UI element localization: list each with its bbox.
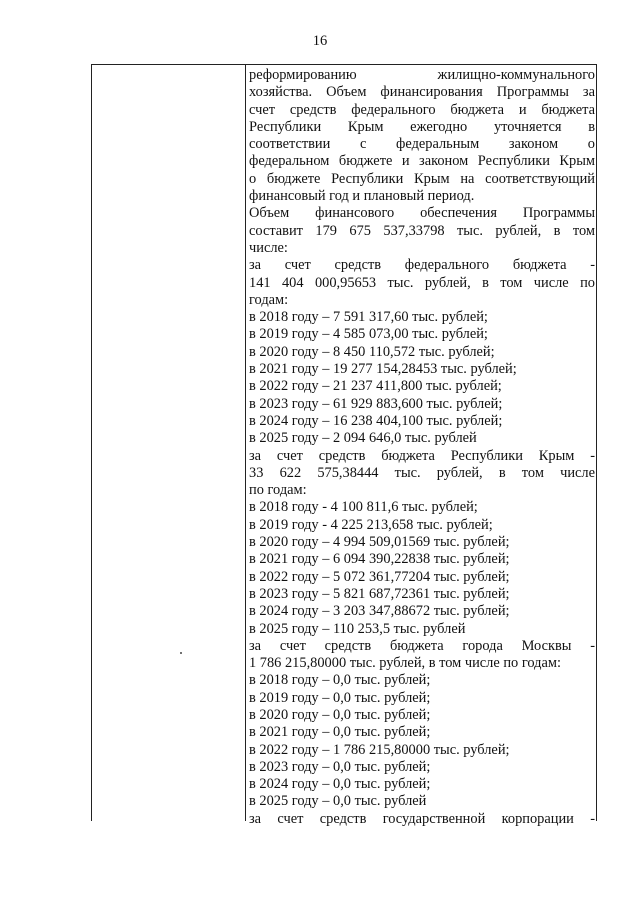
text-line: в 2018 году – 0,0 тыс. рублей;: [249, 672, 431, 689]
text-line: по годам:: [249, 482, 307, 499]
text-line: числе:: [249, 239, 288, 256]
text-line: Объем финансового обеспечения Программы: [249, 205, 595, 222]
text-line: в 2020 году – 4 994 509,01569 тыс. рублей;: [249, 534, 510, 551]
text-line: за счет средств федерального бюджета -: [249, 257, 595, 274]
text-line: в 2021 году – 0,0 тыс. рублей;: [249, 724, 431, 741]
text-line: соответствии с федеральным законом о: [249, 136, 595, 153]
program-funding-text: [249, 67, 595, 828]
text-line: в 2018 году – 7 591 317,60 тыс. рублей;: [249, 309, 488, 326]
text-line: за счет средств бюджета города Москвы -: [249, 637, 595, 654]
column-divider: [245, 65, 246, 821]
text-line: в 2025 году – 0,0 тыс. рублей: [249, 793, 427, 810]
text-line: в 2022 году – 1 786 215,80000 тыс. рублей;: [249, 741, 510, 758]
text-line: в 2022 году – 21 237 411,800 тыс. рублей;: [249, 378, 502, 395]
text-line: финансовый год и плановый период.: [249, 188, 475, 205]
text-line: за счет средств государственной корпорации -: [249, 810, 595, 827]
text-line: составит 179 675 537,33798 тыс. рублей, в том: [249, 222, 595, 239]
text-line: в 2019 году – 0,0 тыс. рублей;: [249, 689, 431, 706]
text-line: в 2024 году – 3 203 347,88672 тыс. рублей;: [249, 603, 510, 620]
text-line: в 2019 году – 4 585 073,00 тыс. рублей;: [249, 326, 488, 343]
text-line: в 2023 году – 5 821 687,72361 тыс. рублей;: [249, 585, 510, 602]
text-line: 1 786 215,80000 тыс. рублей, в том числе по годам:: [249, 655, 561, 672]
text-line: в 2025 году – 110 253,5 тыс. рублей: [249, 620, 466, 637]
text-line: в 2021 году – 6 094 390,22838 тыс. рублей;: [249, 551, 510, 568]
text-line: годам:: [249, 291, 289, 308]
text-line: 33 622 575,38444 тыс. рублей, в том числе: [249, 464, 595, 481]
text-line: в 2024 году – 16 238 404,100 тыс. рублей;: [249, 412, 503, 429]
text-line: в 2023 году – 0,0 тыс. рублей;: [249, 758, 431, 775]
text-line: в 2024 году – 0,0 тыс. рублей;: [249, 776, 431, 793]
text-line: Республики Крым ежегодно уточняется в: [249, 118, 595, 135]
text-line: в 2023 году – 61 929 883,600 тыс. рублей;: [249, 395, 503, 412]
text-line: в 2020 году – 0,0 тыс. рублей;: [249, 706, 431, 723]
text-line: в 2021 году – 19 277 154,28453 тыс. рублей;: [249, 361, 517, 378]
text-line: в 2022 году – 5 072 361,77204 тыс. рублей;: [249, 568, 510, 585]
scan-speck: [180, 652, 182, 654]
text-line: в 2025 году – 2 094 646,0 тыс. рублей: [249, 430, 477, 447]
text-line: за счет средств бюджета Республики Крым -: [249, 447, 595, 464]
page-number: 16: [312, 33, 328, 49]
document-table: [91, 64, 597, 827]
text-line: в 2019 году - 4 225 213,658 тыс. рублей;: [249, 516, 493, 533]
text-line: 141 404 000,95653 тыс. рублей, в том числе по: [249, 274, 595, 291]
text-line: федеральном бюджете и законом Республики Крым: [249, 153, 595, 170]
text-line: реформированию жилищно-коммунального: [249, 67, 595, 83]
text-line: в 2018 году - 4 100 811,6 тыс. рублей;: [249, 499, 478, 516]
text-line: счет средств федерального бюджета и бюджета: [249, 101, 595, 118]
text-line: в 2020 году – 8 450 110,572 тыс. рублей;: [249, 343, 495, 360]
text-line: о бюджете Республики Крым на соответствующий: [249, 170, 595, 187]
text-line: хозяйства. Объем финансирования Программы за: [249, 84, 595, 101]
